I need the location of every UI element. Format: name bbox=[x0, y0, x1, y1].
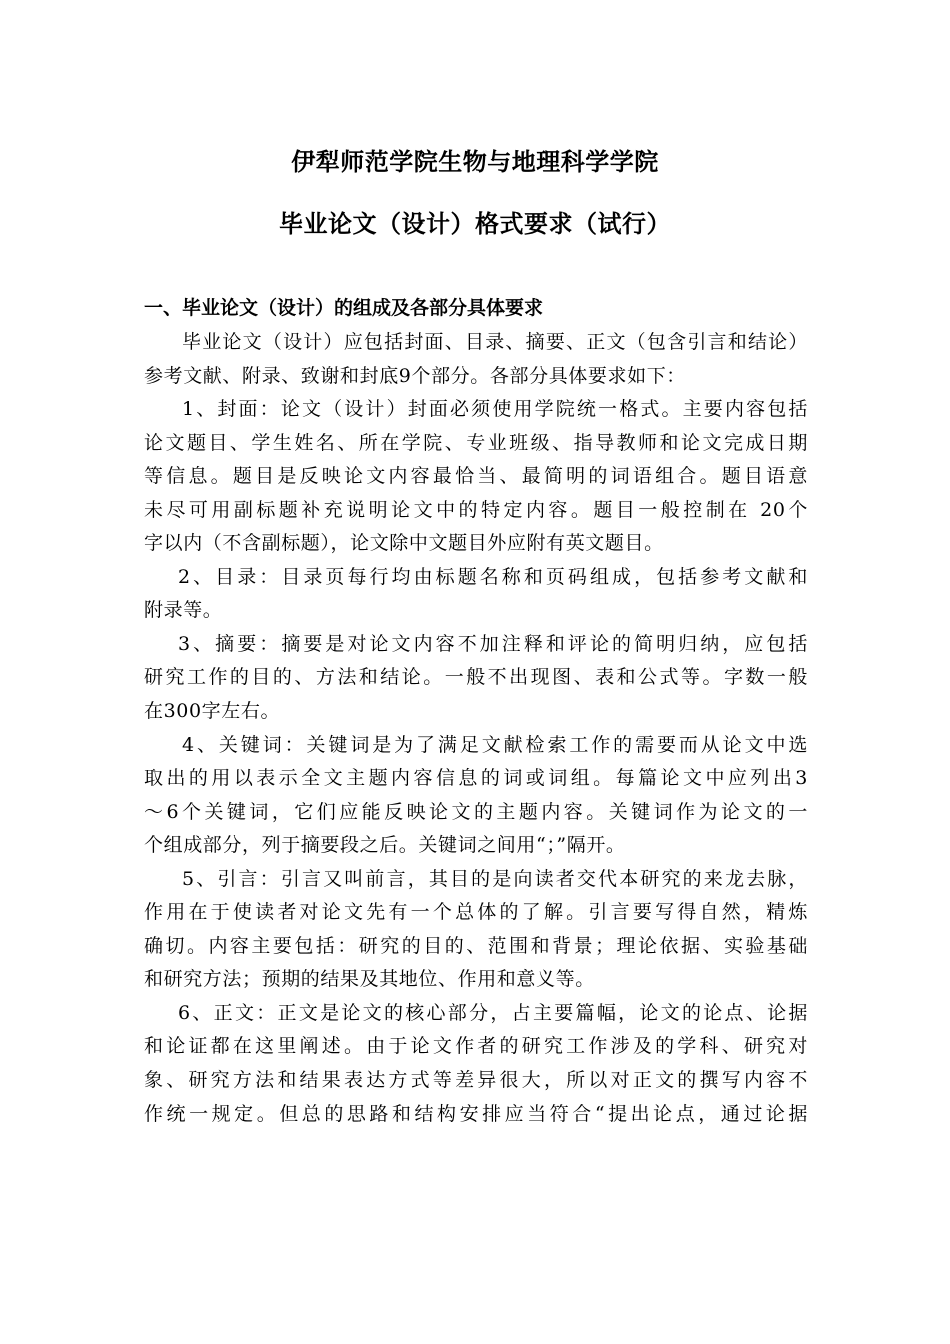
document-title-institution: 伊犁师范学院生物与地理科学学院 bbox=[291, 148, 659, 176]
paragraph-line: 取出的用以表示全文主题内容信息的词或词组。每篇论文中应列出3 bbox=[144, 767, 808, 790]
paragraph-line: 象、研究方法和结果表达方式等差异很大，所以对正文的撰写内容不 bbox=[144, 1069, 808, 1092]
paragraph-line: 作用在于使读者对论文先有一个总体的了解。引言要写得自然，精炼 bbox=[144, 901, 808, 924]
paragraph-line: 5、引言：引言又叫前言，其目的是向读者交代本研究的来龙去脉， bbox=[182, 867, 808, 890]
paragraph-line: 和论证都在这里阐述。由于论文作者的研究工作涉及的学科、研究对 bbox=[144, 1035, 808, 1058]
paragraph-line: 参考文献、附录、致谢和封底9个部分。各部分具体要求如下： bbox=[144, 364, 686, 387]
paragraph-line: 确切。内容主要包括：研究的目的、范围和背景；理论依据、实验基础 bbox=[144, 934, 808, 957]
paragraph-line: 个组成部分，列于摘要段之后。关键词之间用“；”隔开。 bbox=[144, 834, 626, 857]
paragraph-line: 1、封面：论文（设计）封面必须使用学院统一格式。主要内容包括 bbox=[182, 398, 808, 421]
paragraph-line: 和研究方法；预期的结果及其地位、作用和意义等。 bbox=[144, 968, 595, 991]
paragraph-line: 3、摘要：摘要是对论文内容不加注释和评论的简明归纳，应包括 bbox=[178, 632, 808, 655]
paragraph-line: 附录等。 bbox=[144, 599, 223, 622]
paragraph-line: 研究工作的目的、方法和结论。一般不出现图、表和公式等。字数一般 bbox=[144, 666, 808, 689]
paragraph-line: 4、关键词：关键词是为了满足文献检索工作的需要而从论文中选 bbox=[182, 733, 808, 756]
paragraph-line: 2、目录：目录页每行均由标题名称和页码组成，包括参考文献和 bbox=[178, 565, 808, 588]
paragraph-line: ～6个关键词，它们应能反映论文的主题内容。关键词作为论文的一 bbox=[144, 800, 808, 823]
paragraph-line: 未尽可用副标题补充说明论文中的特定内容。题目一般控制在 20个 bbox=[144, 498, 808, 521]
paragraph-line: 论文题目、学生姓名、所在学院、专业班级、指导教师和论文完成日期 bbox=[144, 431, 808, 454]
paragraph-line: 在300字左右。 bbox=[144, 700, 281, 723]
paragraph-line: 字以内（不含副标题），论文除中文题目外应附有英文题目。 bbox=[144, 532, 664, 555]
document-title-format-requirements: 毕业论文（设计）格式要求（试行） bbox=[279, 210, 671, 238]
section-body bbox=[144, 326, 808, 1131]
section-heading: 一、毕业论文（设计）的组成及各部分具体要求 bbox=[144, 297, 544, 319]
paragraph-line: 6、正文：正文是论文的核心部分，占主要篇幅，论文的论点、论据 bbox=[178, 1001, 808, 1024]
paragraph-line: 毕业论文（设计）应包括封面、目录、摘要、正文（包含引言和结论） bbox=[182, 331, 808, 353]
paragraph-line: 作统一规定。但总的思路和结构安排应当符合“提出论点，通过论据 bbox=[144, 1102, 808, 1125]
paragraph-line: 等信息。题目是反映论文内容最恰当、最简明的词语组合。题目语意 bbox=[144, 465, 808, 488]
